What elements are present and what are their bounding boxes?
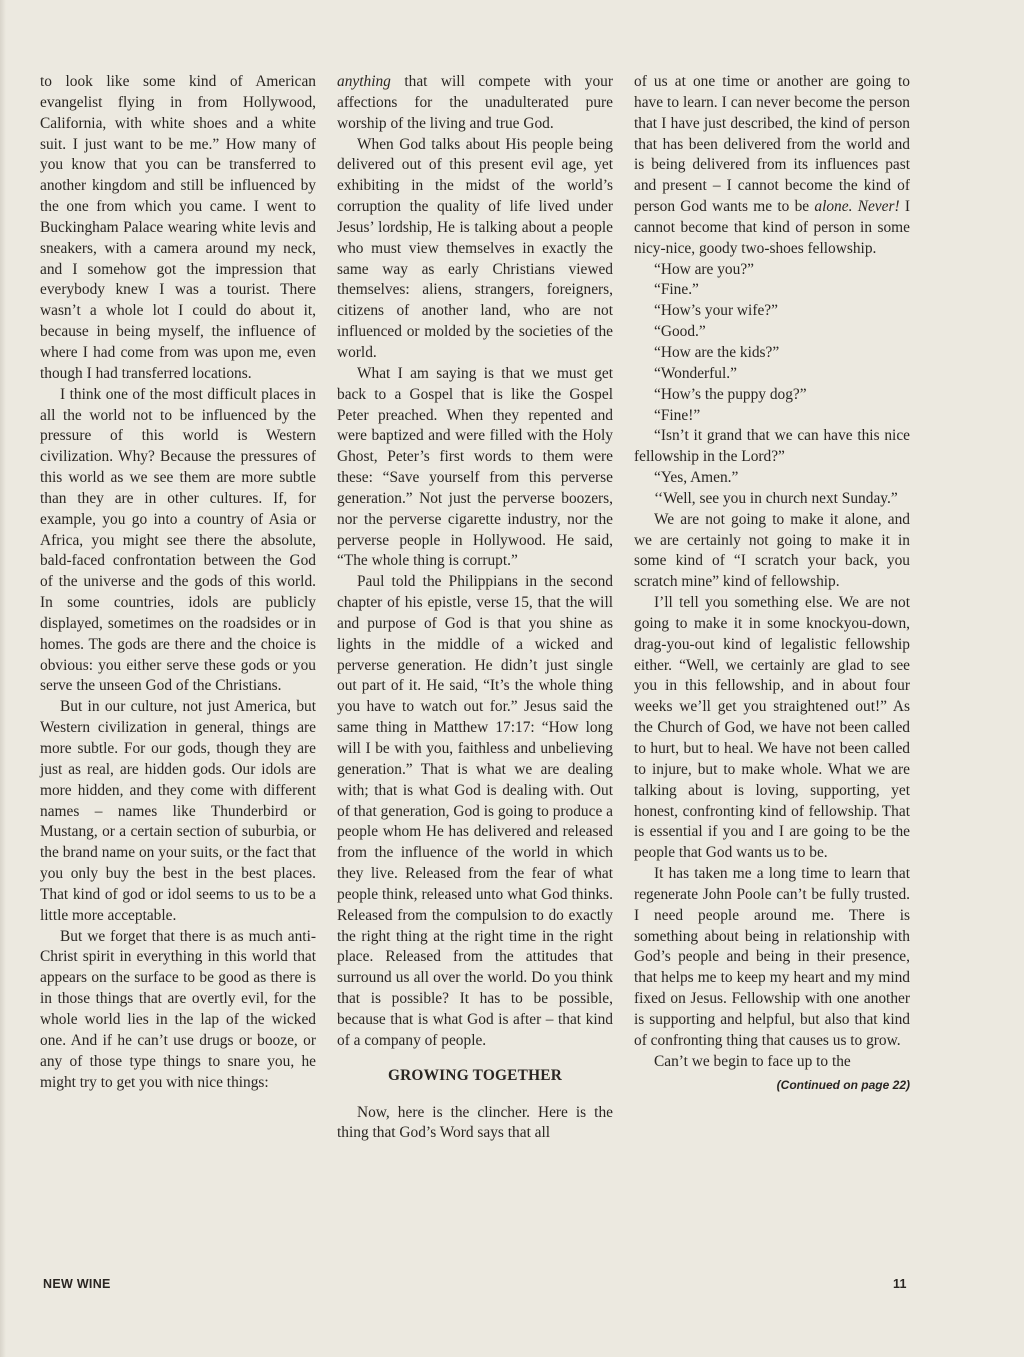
paragraph: I’ll tell you something else. We are not going to make it in some knockyou-down, drag-you-out kind of legalistic fellowship either. “Well, we certainly are glad to see you in this fellowship, and in about four weeks we’ll get you straightened out!” As the Church of God, we have not been called to hurt, but to heal. We have not been called to injure, but to make whole. What we are talking about is loving, supporting, yet honest, confronting kind of fellowship. That is essential if you and I are going to be the people that God wants us to be. <box>634 594 910 862</box>
emphasis: Never! <box>857 198 900 216</box>
paragraph <box>337 72 613 135</box>
column-1 <box>40 72 316 1093</box>
paragraph: We are not going to make it alone, and we are certainly not going to make it in some kind of “I scratch your back, you scratch mine” kind of fellowship. <box>634 510 910 591</box>
dialogue-line: “How’s the puppy dog?” <box>654 385 807 403</box>
dialogue-line: “Yes, Amen.” <box>654 469 739 487</box>
paragraph: But in our culture, not just America, but Western civilization in general, things are more subtle. For our gods, though they are just as real, are hidden gods. Our idols are more hidden, and they come with different names – names like Thunderbird or Mustang, or a certain section of suburbia, or the brand name on your suits, or the fact that you only buy the best in the best places. That kind of god or idol seems to us to be a little more acceptable. <box>40 698 316 924</box>
emphasis: alone. <box>814 198 853 216</box>
paragraph: to look like some kind of American evangelist flying in from Hollywood, California, with white shoes and a white suit. I just want to be me.” How many of you know that you can be transferred to another kingdom and still be influenced by the one from which you came. I went to Buckingham Palace wearing white levis and sneakers, with a camera around my neck, and I somehow got the impression that everybody knew I was a tourist. There wasn’t a whole lot I could do about it, because in being myself, the influence of where I had come from was upon me, even though I had transferred locations. <box>40 73 316 382</box>
paragraph: It has taken me a long time to learn that regenerate John Poole can’t be fully trusted. I need people around me. There is something about being in relationship with God’s people and being in their presence, that helps me to keep my heart and my mind fixed on Jesus. Fellowship with one another is supporting and helpful, but also that kind of confronting thing that causes us to grow. <box>634 865 910 1049</box>
continued-note: (Continued on page 22) <box>776 1077 910 1092</box>
dialogue-line: “How’s your wife?” <box>654 302 778 320</box>
page-number: 11 <box>893 1277 907 1291</box>
dialogue-line: “How are you?” <box>654 260 754 278</box>
dialogue-line: ‘‘Well, see you in church next Sunday.” <box>654 489 898 507</box>
dialogue-line: “How are the kids?” <box>654 343 780 361</box>
paragraph: But we forget that there is as much anti-Christ spirit in everything in this world that appears on the surface to be good as there is in those things that are overtly evil, for the whole world lies in the lap of the wicked one. And if he can’t use drugs or booze, or any of those type things to snare you, he might try to get you with nice things: <box>40 927 316 1091</box>
paragraph <box>634 72 910 260</box>
emphasis: anything <box>337 73 391 90</box>
dialogue-line: “Wonderful.” <box>654 364 737 382</box>
section-heading: GROWING TOGETHER <box>387 1066 563 1084</box>
page-edge <box>0 0 6 1357</box>
paragraph: What I am saying is that we must get back to a Gospel that is like the Gospel Peter preached. When they repented and were baptized and were filled with the Holy Ghost, Peter’s first words to them were these: “Save yourself from this perverse generation.” Not just the perverse boozers, nor the perverse cigarette industry, nor the perverse people in Hollywood. He said, “The whole thing is corrupt.” <box>337 364 613 570</box>
dialogue-line: “Good.” <box>654 323 706 341</box>
paragraph: Paul told the Philippians in the second chapter of his epistle, verse 15, that the will and purpose of God is that you shine as lights in the middle of a wicked and perverse generation. He didn’t just single out part of it. He said, “It’s the whole thing you have to watch out for.” Jesus said the same thing in Matthew 17:17: “How long will I be with you, faithless and unbelieving generation.” That is what we are dealing with; that is what God is dealing with. Out of that generation, God is going to produce a people whom He has delivered and released from the influence of the world in which they live. Released from the fear of what people think, released unto what God thinks. Released from the compulsion to do exactly the right thing at the right time in the right place. Released from the attitudes that surround us all over the world. Do you think that is possible? It has to be possible, because that is what God is after – that kind of a company of people. <box>337 573 613 1049</box>
paragraph: Can’t we begin to face up to the <box>654 1052 851 1070</box>
paragraph-text: I cannot become that kind of person in some nicy-nice, goody two-shoes fellowship. <box>634 198 910 257</box>
dialogue-line: “Fine!” <box>654 406 701 424</box>
dialogue-line: “Isn’t it grand that we can have this nice fellowship in the Lord?” <box>634 427 910 466</box>
column-3 <box>634 72 910 1095</box>
dialogue-line: “Fine.” <box>654 281 699 299</box>
paragraph: I think one of the most difficult places in all the world not to be influenced by the pressure of this world is Western civilization. Why? Because the pressures of this world as we see them are more subtle than they are in other cultures. If, for example, you go into a country of Asia or Africa, you might see there the absolute, bald-faced confrontation between the God of the universe and the gods of this world. In some countries, idols are publicly displayed, sometimes on the roadsides or in homes. The gods are there and the choice is obvious: you either serve these gods or you serve the unseen God of the Christians. <box>40 385 316 695</box>
paragraph-text: that will compete with your affections for the unadulterated pure worship of the living and true God. <box>337 73 613 132</box>
publication-name: NEW WINE <box>43 1277 111 1291</box>
column-2 <box>337 72 613 1144</box>
paragraph-text: of us at one time or another are going to have to learn. I can never become the person that I have just described, the kind of person that has been delivered from the world and is being delivered from its influences past and present – I cannot become the kind of person God wants me to be <box>634 73 910 216</box>
paragraph: When God talks about His people being delivered out of this present evil age, yet exhibiting in the midst of the world’s corruption the quality of life lived under Jesus’ lordship, He is talking about a people who must view themselves in exactly the same way as early Christians viewed themselves: aliens, strangers, foreigners, citizens of another land, who are not influenced or molded by the societies of the world. <box>337 135 613 361</box>
paragraph: Now, here is the clincher. Here is the thing that God’s Word says that all <box>337 1103 613 1142</box>
